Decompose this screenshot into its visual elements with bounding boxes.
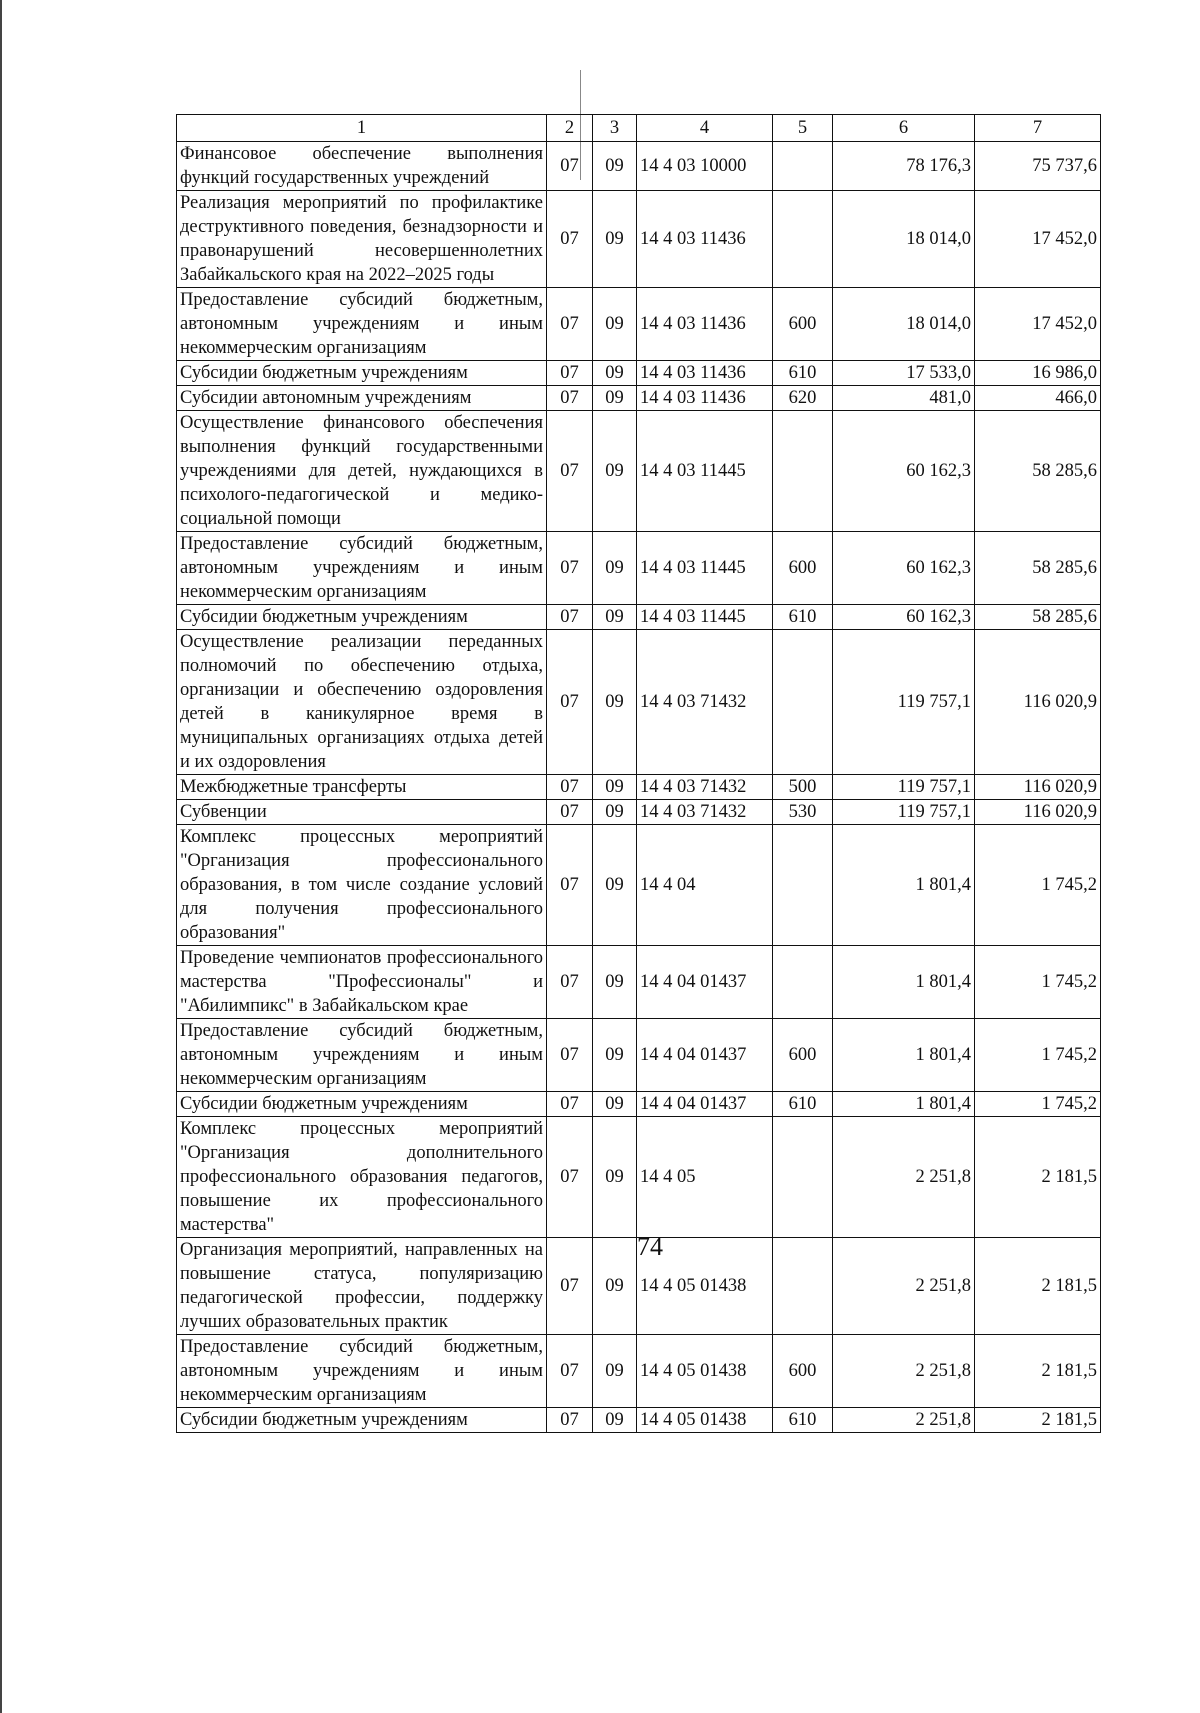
table-row: [177, 1408, 1101, 1433]
subsection-code-cell: 09: [593, 411, 637, 532]
row-name-cell: Предоставление субсидий бюджетным, автономным учреждениям и иным некоммерческим организациям: [177, 532, 547, 605]
target-article-cell: 14 4 05 01438: [637, 1335, 773, 1408]
amount-year2-cell: 2 181,5: [975, 1408, 1101, 1433]
target-article-cell: 14 4 05: [637, 1117, 773, 1238]
table-row: [177, 775, 1101, 800]
amount-year1-cell: 481,0: [833, 386, 975, 411]
expense-type-cell: [773, 411, 833, 532]
section-code-cell: 07: [547, 800, 593, 825]
subsection-code-cell: 09: [593, 800, 637, 825]
section-code-cell: 07: [547, 411, 593, 532]
target-article-cell: 14 4 03 11445: [637, 411, 773, 532]
row-name-cell: Субсидии бюджетным учреждениям: [177, 605, 547, 630]
section-code-cell: 07: [547, 288, 593, 361]
section-code-cell: 07: [547, 1408, 593, 1433]
amount-year1-cell: 119 757,1: [833, 800, 975, 825]
expense-type-cell: 600: [773, 1019, 833, 1092]
amount-year2-cell: 58 285,6: [975, 411, 1101, 532]
table-row: [177, 1092, 1101, 1117]
amount-year1-cell: 119 757,1: [833, 630, 975, 775]
amount-year1-cell: 78 176,3: [833, 142, 975, 191]
amount-year1-cell: 1 801,4: [833, 825, 975, 946]
table-row: [177, 386, 1101, 411]
amount-year2-cell: 58 285,6: [975, 532, 1101, 605]
row-name-cell: Осуществление реализации переданных полномочий по обеспечению отдыха, организации и обеспечению оздоровления детей в каникулярное время в муниципальных организациях отдыха детей и их оздоровления: [177, 630, 547, 775]
page-edge: [0, 0, 2, 1713]
expense-type-cell: 610: [773, 1408, 833, 1433]
subsection-code-cell: 09: [593, 532, 637, 605]
expense-type-cell: [773, 825, 833, 946]
table-row: [177, 630, 1101, 775]
amount-year1-cell: 119 757,1: [833, 775, 975, 800]
header-cell: 7: [975, 115, 1101, 142]
header-cell: 3: [593, 115, 637, 142]
target-article-cell: 14 4 03 11445: [637, 605, 773, 630]
amount-year2-cell: 17 452,0: [975, 191, 1101, 288]
subsection-code-cell: 09: [593, 946, 637, 1019]
section-code-cell: 07: [547, 630, 593, 775]
target-article-cell: 14 4 03 11445: [637, 532, 773, 605]
subsection-code-cell: 09: [593, 1335, 637, 1408]
amount-year1-cell: 1 801,4: [833, 946, 975, 1019]
section-code-cell: 07: [547, 191, 593, 288]
section-code-cell: 07: [547, 775, 593, 800]
header-cell: 4: [637, 115, 773, 142]
expense-type-cell: [773, 142, 833, 191]
expense-type-cell: 530: [773, 800, 833, 825]
subsection-code-cell: 09: [593, 1238, 637, 1335]
amount-year1-cell: 18 014,0: [833, 288, 975, 361]
amount-year2-cell: 16 986,0: [975, 361, 1101, 386]
expense-type-cell: 610: [773, 361, 833, 386]
amount-year2-cell: 1 745,2: [975, 1019, 1101, 1092]
page-number: 74: [637, 1232, 663, 1261]
section-code-cell: 07: [547, 1092, 593, 1117]
subsection-code-cell: 09: [593, 191, 637, 288]
subsection-code-cell: 09: [593, 1019, 637, 1092]
section-code-cell: 07: [547, 386, 593, 411]
target-article-cell: 14 4 03 71432: [637, 630, 773, 775]
amount-year2-cell: 116 020,9: [975, 630, 1101, 775]
row-name-cell: Предоставление субсидий бюджетным, автономным учреждениям и иным некоммерческим организациям: [177, 288, 547, 361]
table-row: [177, 288, 1101, 361]
row-name-cell: Субсидии бюджетным учреждениям: [177, 1408, 547, 1433]
expense-type-cell: 610: [773, 1092, 833, 1117]
table-row: [177, 825, 1101, 946]
subsection-code-cell: 09: [593, 288, 637, 361]
row-name-cell: Комплекс процессных мероприятий "Организация дополнительного профессионального образования педагогов, повышение их профессионального мастерства": [177, 1117, 547, 1238]
header-row: [177, 115, 1101, 142]
table-row: [177, 361, 1101, 386]
subsection-code-cell: 09: [593, 361, 637, 386]
subsection-code-cell: 09: [593, 386, 637, 411]
expense-type-cell: 500: [773, 775, 833, 800]
section-code-cell: 07: [547, 1019, 593, 1092]
section-code-cell: 07: [547, 1238, 593, 1335]
target-article-cell: 14 4 03 11436: [637, 386, 773, 411]
amount-year1-cell: 1 801,4: [833, 1092, 975, 1117]
section-code-cell: 07: [547, 946, 593, 1019]
row-name-cell: Финансовое обеспечение выполнения функций государственных учреждений: [177, 142, 547, 191]
subsection-code-cell: 09: [593, 1092, 637, 1117]
expense-type-cell: [773, 630, 833, 775]
row-name-cell: Субсидии бюджетным учреждениям: [177, 1092, 547, 1117]
subsection-code-cell: 09: [593, 630, 637, 775]
row-name-cell: Реализация мероприятий по профилактике деструктивного поведения, безнадзорности и правонарушений несовершеннолетних Забайкальского края на 2022–2025 годы: [177, 191, 547, 288]
target-article-cell: 14 4 05 01438: [637, 1238, 773, 1335]
section-code-cell: 07: [547, 1117, 593, 1238]
target-article-cell: 14 4 03 11436: [637, 191, 773, 288]
header-cell: 1: [177, 115, 547, 142]
section-code-cell: 07: [547, 532, 593, 605]
row-name-cell: Субвенции: [177, 800, 547, 825]
amount-year2-cell: 58 285,6: [975, 605, 1101, 630]
expense-type-cell: 610: [773, 605, 833, 630]
amount-year2-cell: 1 745,2: [975, 825, 1101, 946]
amount-year2-cell: 116 020,9: [975, 800, 1101, 825]
amount-year1-cell: 18 014,0: [833, 191, 975, 288]
table-row: [177, 1335, 1101, 1408]
amount-year2-cell: 75 737,6: [975, 142, 1101, 191]
row-name-cell: Проведение чемпионатов профессионального мастерства "Профессионалы" и "Абилимпикс" в Забайкальском крае: [177, 946, 547, 1019]
expense-type-cell: [773, 1117, 833, 1238]
amount-year2-cell: 1 745,2: [975, 946, 1101, 1019]
target-article-cell: 14 4 03 11436: [637, 288, 773, 361]
amount-year1-cell: 2 251,8: [833, 1238, 975, 1335]
row-name-cell: Субсидии автономным учреждениям: [177, 386, 547, 411]
amount-year2-cell: 466,0: [975, 386, 1101, 411]
target-article-cell: 14 4 03 10000: [637, 142, 773, 191]
header-cell: 2: [547, 115, 593, 142]
target-article-cell: 14 4 03 71432: [637, 775, 773, 800]
row-name-cell: Межбюджетные трансферты: [177, 775, 547, 800]
section-code-cell: 07: [547, 605, 593, 630]
subsection-code-cell: 09: [593, 775, 637, 800]
table-row: [177, 1019, 1101, 1092]
expense-type-cell: 620: [773, 386, 833, 411]
row-name-cell: Субсидии бюджетным учреждениям: [177, 361, 547, 386]
target-article-cell: 14 4 05 01438: [637, 1408, 773, 1433]
row-name-cell: Организация мероприятий, направленных на повышение статуса, популяризацию педагогической профессии, поддержку лучших образовательных практик: [177, 1238, 547, 1335]
amount-year1-cell: 60 162,3: [833, 605, 975, 630]
subsection-code-cell: 09: [593, 605, 637, 630]
target-article-cell: 14 4 04: [637, 825, 773, 946]
target-article-cell: 14 4 04 01437: [637, 1019, 773, 1092]
amount-year2-cell: 2 181,5: [975, 1335, 1101, 1408]
target-article-cell: 14 4 04 01437: [637, 1092, 773, 1117]
amount-year1-cell: 2 251,8: [833, 1335, 975, 1408]
amount-year1-cell: 2 251,8: [833, 1408, 975, 1433]
amount-year1-cell: 1 801,4: [833, 1019, 975, 1092]
section-code-cell: 07: [547, 1335, 593, 1408]
subsection-code-cell: 09: [593, 1408, 637, 1433]
row-name-cell: Предоставление субсидий бюджетным, автономным учреждениям и иным некоммерческим организациям: [177, 1335, 547, 1408]
table-row: [177, 532, 1101, 605]
section-code-cell: 07: [547, 142, 593, 191]
table-row: [177, 946, 1101, 1019]
amount-year2-cell: 116 020,9: [975, 775, 1101, 800]
target-article-cell: 14 4 04 01437: [637, 946, 773, 1019]
header-cell: 5: [773, 115, 833, 142]
section-code-cell: 07: [547, 361, 593, 386]
row-name-cell: Осуществление финансового обеспечения выполнения функций государственными учреждениями для детей, нуждающихся в психолого-педагогической и медико-социальной помощи: [177, 411, 547, 532]
expense-type-cell: [773, 946, 833, 1019]
table-row: [177, 605, 1101, 630]
amount-year1-cell: 2 251,8: [833, 1117, 975, 1238]
expense-type-cell: 600: [773, 1335, 833, 1408]
table-row: [177, 142, 1101, 191]
table-row: [177, 191, 1101, 288]
table-row: [177, 800, 1101, 825]
amount-year2-cell: 1 745,2: [975, 1092, 1101, 1117]
amount-year1-cell: 60 162,3: [833, 532, 975, 605]
amount-year2-cell: 2 181,5: [975, 1117, 1101, 1238]
subsection-code-cell: 09: [593, 825, 637, 946]
subsection-code-cell: 09: [593, 142, 637, 191]
table-row: [177, 1117, 1101, 1238]
expense-type-cell: [773, 191, 833, 288]
amount-year2-cell: 2 181,5: [975, 1238, 1101, 1335]
target-article-cell: 14 4 03 71432: [637, 800, 773, 825]
amount-year1-cell: 17 533,0: [833, 361, 975, 386]
header-cell: 6: [833, 115, 975, 142]
amount-year2-cell: 17 452,0: [975, 288, 1101, 361]
table-row: [177, 411, 1101, 532]
row-name-cell: Предоставление субсидий бюджетным, автономным учреждениям и иным некоммерческим организациям: [177, 1019, 547, 1092]
expense-type-cell: 600: [773, 532, 833, 605]
row-name-cell: Комплекс процессных мероприятий "Организация профессионального образования, в том числе создание условий для получения профессионального образования": [177, 825, 547, 946]
subsection-code-cell: 09: [593, 1117, 637, 1238]
amount-year1-cell: 60 162,3: [833, 411, 975, 532]
target-article-cell: 14 4 03 11436: [637, 361, 773, 386]
expense-type-cell: 600: [773, 288, 833, 361]
section-code-cell: 07: [547, 825, 593, 946]
